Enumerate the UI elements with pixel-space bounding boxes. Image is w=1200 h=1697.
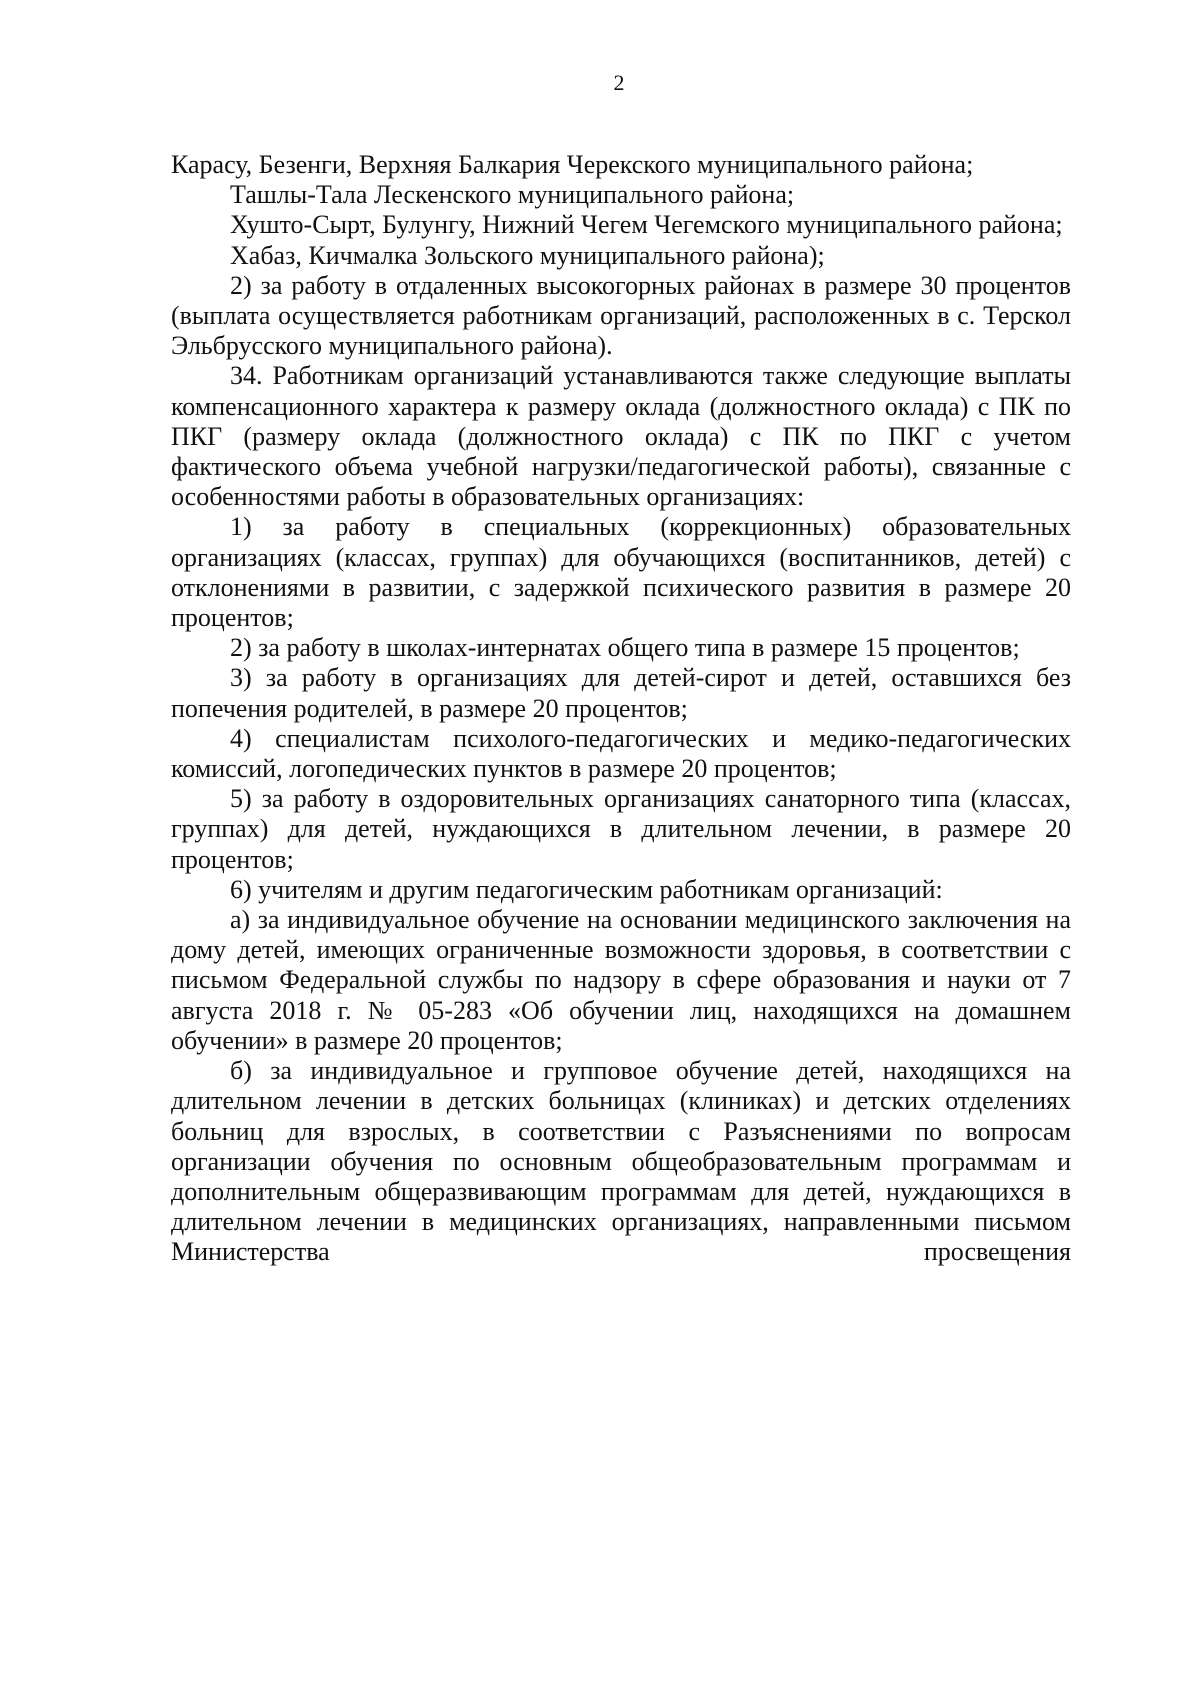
paragraph-item-2-boarding-schools: 2) за работу в школах-интернатах общего типа в размере 15 процентов; <box>230 633 1020 663</box>
paragraph-settlements-chegem: Хушто-Сырт, Булунгу, Нижний Чегем Чегемского муниципального района; <box>230 210 1063 240</box>
paragraph-settlements-cherek: Карасу, Безенги, Верхняя Балкария Черекского муниципального района; <box>171 150 974 179</box>
paragraph-item-1-special-education: 1) за работу в специальных (коррекционных) образовательных организациях (классах, группах) для обучающихся (воспитанников, детей) с отклонениями в развитии, с задержкой психического развития в размере 20 процентов; <box>171 512 1071 633</box>
paragraph-item-3-orphans: 3) за работу в организациях для детей-сирот и детей, оставшихся без попечения родителей, в размере 20 процентов; <box>171 663 1071 723</box>
paragraph-settlements-leskensky: Ташлы-Тала Лескенского муниципального района; <box>230 180 795 210</box>
page-number: 2 <box>613 70 625 95</box>
paragraph-item-5-sanatorium: 5) за работу в оздоровительных организациях санаторного типа (классах, группах) для детей, нуждающихся в длительном лечении, в размере 20 процентов; <box>171 784 1071 874</box>
document-body <box>171 150 1071 1268</box>
paragraph-subitem-a-home-education: а) за индивидуальное обучение на основании медицинского заключения на дому детей, имеющих ограниченные возможности здоровья, в соответствии с письмом Федеральной службы по надзору в сфере образования и науки от 7 августа 2018 г. № 05-283 «Об обучении лиц, находящихся на домашнем обучении» в размере 20 процентов; <box>171 905 1071 1055</box>
paragraph-item-6-teachers: 6) учителям и другим педагогическим работникам организаций: <box>230 874 943 904</box>
paragraph-item-2-highland: 2) за работу в отдаленных высокогорных районах в размере 30 процентов (выплата осуществляется работникам организаций, расположенных в с. Терскол Эльбрусского муниципального района). <box>171 270 1071 361</box>
paragraph-settlements-zolsky: Хабаз, Кичмалка Зольского муниципального района); <box>230 240 825 270</box>
paragraph-subitem-b-hospital-education: б) за индивидуальное и групповое обучение детей, находящихся на длительном лечении в детских больницах (клиниках) и детских отделениях больниц для взрослых, в соответствии с Разъяснениями по вопросам организации обучения по основным общеобразовательным программам и дополнительным общеразвивающим программам для детей, нуждающихся в длительном лечении в медицинских организациях, направленными письмом Министерства просвещения <box>171 1056 1071 1267</box>
paragraph-clause-34: 34. Работникам организаций устанавливаются также следующие выплаты компенсационного характера к размеру оклада (должностного оклада) с ПК по ПКГ (размеру оклада (должностного оклада) с ПК по ПКГ с учетом фактического объема учебной нагрузки/педагогической работы), связанные с особенностями работы в образовательных организациях: <box>171 361 1071 512</box>
paragraph-item-4-commissions: 4) специалистам психолого-педагогических и медико-педагогических комиссий, логопедических пунктов в размере 20 процентов; <box>171 723 1071 784</box>
